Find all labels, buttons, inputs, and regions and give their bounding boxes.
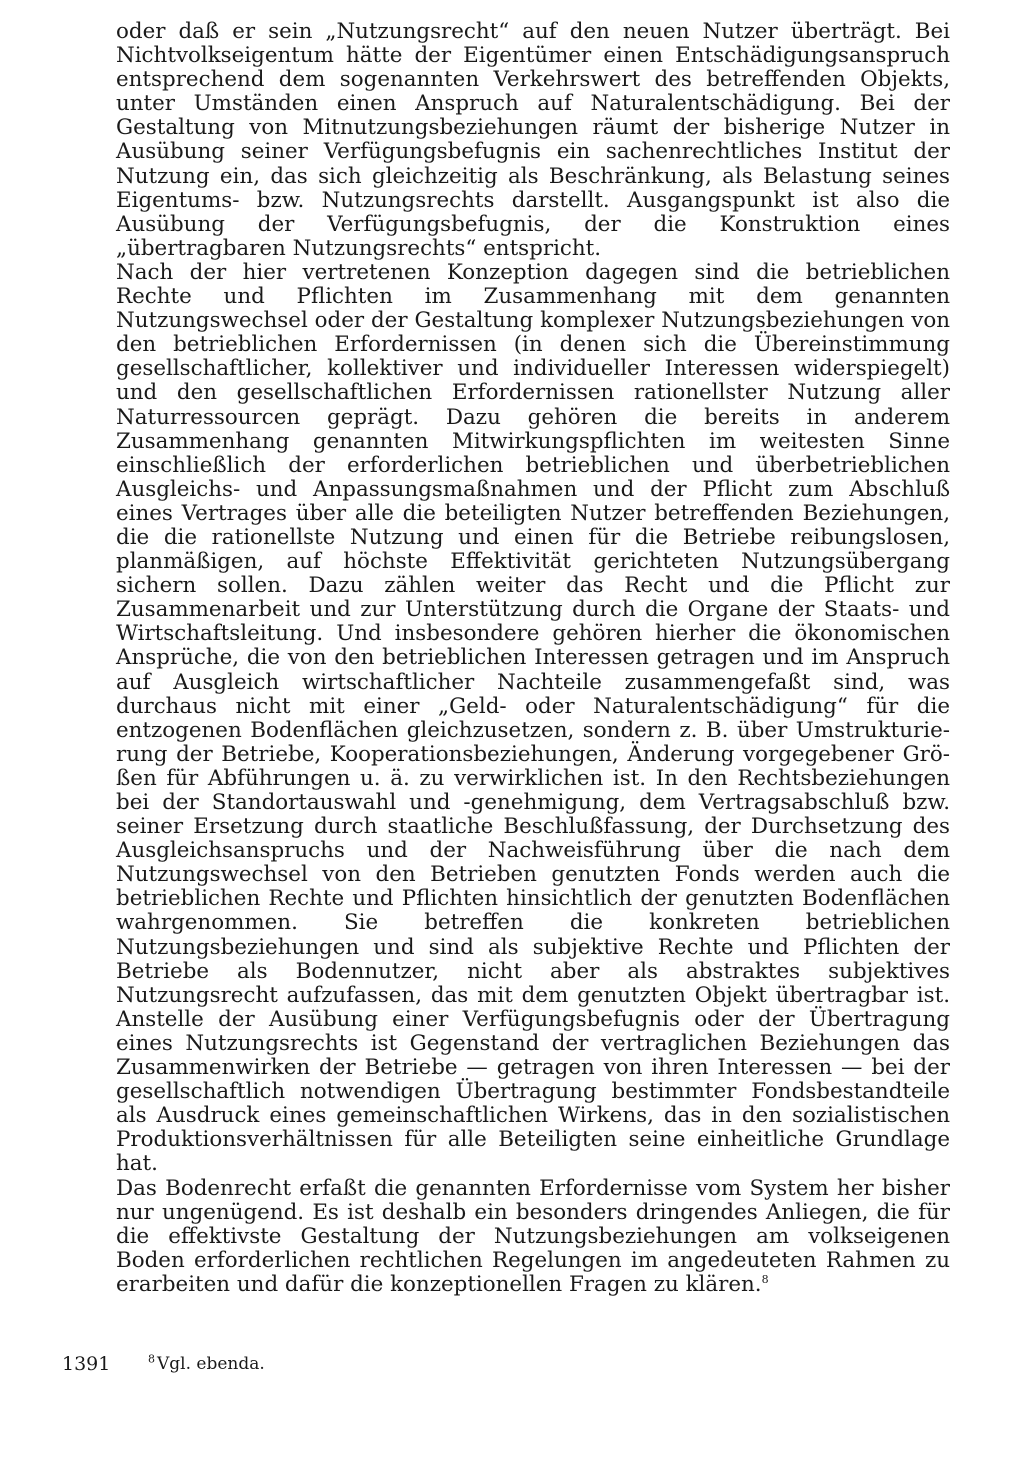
footnote-reference: 8 <box>761 1272 769 1286</box>
paragraph-3-text: Das Bodenrecht erfaßt die genannten Erfordernisse vom System her bisher nur ungenügend. Es ist deshalb ein besonders dringendes Anliegen, die für die effektivste Gestaltung der Nutzungsbeziehungen am volkseigenen Boden erforderlichen rechtlichen Regelungen im angedeuteten Rahmen zu erarbeiten und dafür die konzeptionellen Fragen zu klären. <box>116 1175 950 1297</box>
footnote-marker: 8 <box>148 1352 155 1366</box>
footnote-text: Vgl. ebenda. <box>157 1354 265 1374</box>
page-number: 1391 <box>62 1353 111 1375</box>
paragraph-2: Nach der hier vertretenen Konzeption dagegen sind die betrieblichen Rechte und Pflichten im Zusammenhang mit dem genannten Nutzungswechsel oder der Gestaltung komplexer Nutzungsbeziehungen von den betrieblichen Erfordernissen (in denen sich die Übereinstimmung gesellschaftlicher, kollektiver und individueller Interessen widerspiegelt) und den gesellschaftlichen Erfordernissen rationellster Nutzung aller Naturressourcen geprägt. Dazu gehören die bereits in anderem Zusammenhang genannten Mitwirkungspflichten im weitesten Sinne einschließlich der erforderlichen betrieblichen und überbetrieblichen Ausgleichs- und Anpassungsmaßnahmen und der Pflicht zum Abschluß eines Vertrages über alle die beteiligten Nutzer betreffenden Beziehungen, die die rationellste Nutzung und einen für die Betriebe reibungslosen, planmäßigen, auf höchste Effektivität gerichteten Nutzungsübergang sichern sollen. Dazu zählen weiter das Recht und die Pflicht zur Zusammenarbeit und zur Unterstützung durch die Organe der Staats- und Wirtschaftsleitung. Und insbesondere gehören hierher die ökonomischen Ansprüche, die von den betrieblichen Interessen getragen und im Anspruch auf Ausgleich wirtschaftlicher Nachteile zusammengefaßt sind, was durchaus nicht mit einer „Geld- oder Naturalentschädigung“ für die entzogenen Bodenflächen gleichzusetzen, sondern z. B. über Umstrukturierung der Betriebe, Kooperationsbeziehungen, Änderung vorgegebener Größen für Abführungen u. ä. zu verwirklichen ist. In den Rechtsbeziehungen bei der Standortauswahl und -genehmigung, dem Vertragsabschluß bzw. seiner Ersetzung durch staatliche Beschlußfassung, der Durchsetzung des Ausgleichsanspruchs und der Nachweisführung über die nach dem Nutzungswechsel von den Betrieben genutzten Fonds werden auch die betrieblichen Rechte und Pflichten hinsichtlich der genutzten Bodenflächen wahrgenommen. Sie betreffen die konkreten betrieblichen Nutzungsbeziehungen und sind als subjektive Rechte und Pflichten der Betriebe als Bodennutzer, nicht aber als abstraktes subjektives Nutzungsrecht aufzufassen, das mit dem genutzten Objekt übertragbar ist. Anstelle der Ausübung einer Verfügungsbefugnis oder der Übertragung eines Nutzungsrechts ist Gegenstand der vertraglichen Beziehungen das Zusammenwirken der Betriebe — getragen von ihren Interessen — bei der gesellschaftlich notwendigen Übertragung bestimmter Fondsbestandteile als Ausdruck eines gemeinschaftlichen Wirkens, das in den sozialistischen Produktionsverhältnissen für alle Beteiligten seine einheitliche Grundlage hat. <box>116 259 950 1177</box>
body-text <box>116 20 950 1297</box>
paragraph-1: oder daß er sein „Nutzungsrecht“ auf den neuen Nutzer überträgt. Bei Nichtvolkseigentum hätte der Eigentümer einen Entschädigungsanspruch entsprechend dem sogenannten Verkehrswert des betreffenden Objekts, unter Umständen einen Anspruch auf Naturalentschädigung. Bei der Gestaltung von Mitnutzungsbeziehungen räumt der bisherige Nutzer in Ausübung seiner Verfügungsbefugnis ein sachenrechtliches Institut der Nutzung ein, das sich gleichzeitig als Beschränkung, als Belastung seines Eigentums- bzw. Nutzungsrechts darstellt. Ausgangspunkt ist also die Ausübung der Verfügungsbefugnis, der die Konstruktion eines „übertragbaren Nutzungsrechts“ entspricht. <box>116 19 950 261</box>
page-footer <box>0 1352 1024 1382</box>
paragraph-3 <box>116 1177 950 1297</box>
footnote <box>148 1352 265 1376</box>
